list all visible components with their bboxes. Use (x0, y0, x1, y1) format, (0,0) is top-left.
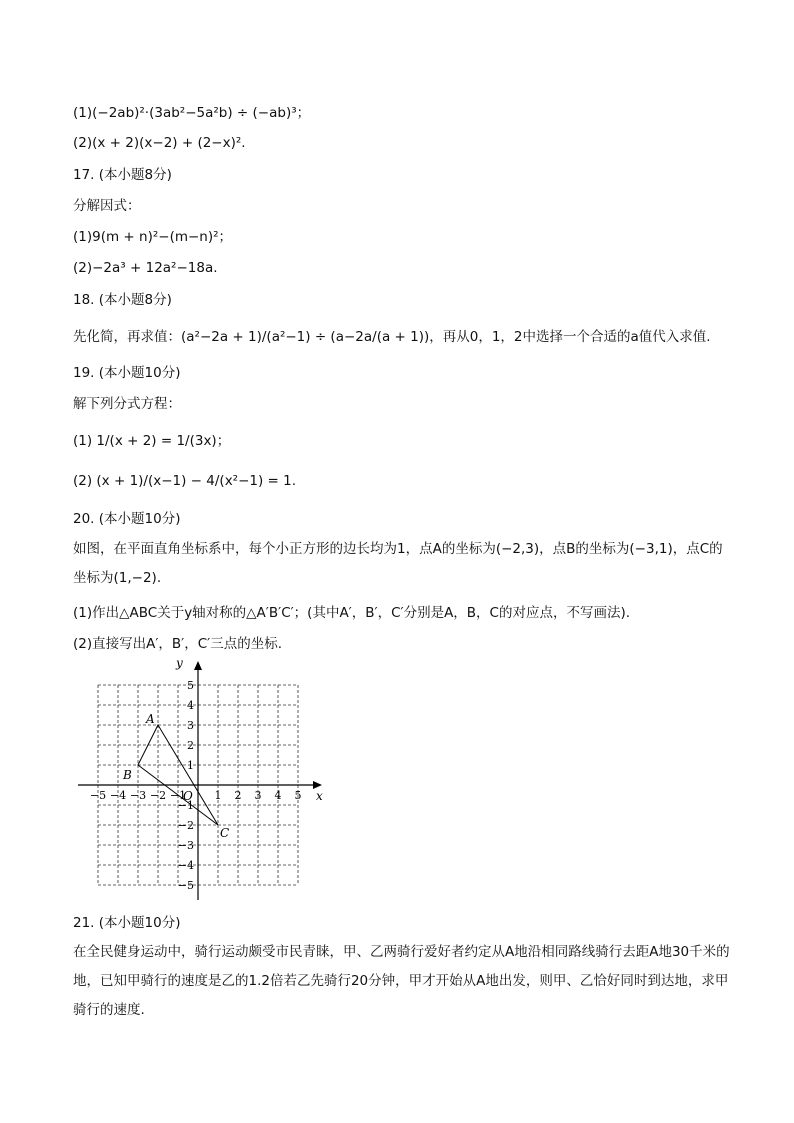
y-tick-label: −4 (177, 859, 194, 872)
point-label-a: A (146, 712, 155, 726)
y-tick-label: 4 (187, 699, 194, 712)
y-tick-label: 5 (187, 679, 194, 692)
x-tick-label: 5 (294, 789, 302, 802)
x-tick-label: −3 (129, 789, 147, 802)
origin-label: O (183, 789, 193, 803)
y-axis-label: y (176, 656, 183, 670)
q17-intro: 分解因式： (73, 198, 141, 214)
y-tick-label: −1 (177, 799, 194, 812)
y-axis-arrow (194, 661, 202, 670)
x-tick-label: 3 (254, 789, 262, 802)
y-tick-label: −3 (177, 839, 194, 852)
point-label-b: B (123, 768, 132, 782)
y-tick-label: 3 (187, 719, 194, 732)
q17-heading: 17. (本小题8分) (73, 167, 172, 183)
q17-part2: (2)−2a³ + 12a²−18a. (73, 260, 218, 276)
y-tick-label: −2 (177, 819, 194, 832)
x-tick-label: −4 (109, 789, 127, 802)
q20-text: 如图，在平面直角坐标系中，每个小正方形的边长均为1，点A的坐标为(−2,3)，点B的坐标为(−3,1)，点C的坐标为(1,−2). (73, 541, 723, 586)
q19-part1: (1) 1/(x + 2) = 1/(3x)； (73, 433, 231, 449)
q20-heading: 20. (本小题10分) (73, 511, 181, 527)
x-tick-label: 4 (274, 789, 282, 802)
x-axis-label: x (316, 789, 323, 803)
q16-part1: (1)(−2ab)²·(3ab²−5a²b) ÷ (−ab)³； (73, 105, 311, 121)
y-tick-label: −5 (177, 879, 194, 892)
point-label-c: C (220, 826, 230, 840)
x-axis-arrow (313, 781, 322, 789)
x-tick-label: −1 (169, 789, 187, 802)
y-tick-label: 1 (187, 759, 194, 772)
q21-text: 在全民健身运动中，骑行运动颇受市民青睐，甲、乙两骑行爱好者约定从A地沿相同路线骑行去距A地30千米的地，已知甲骑行的速度是乙的1.2倍若乙先骑行20分钟，甲才开始从A地出发，则甲、乙恰好同时到达地，求甲骑行的速度. (73, 944, 730, 1018)
x-tick-label: 2 (234, 789, 242, 802)
q19-intro: 解下列分式方程： (73, 396, 181, 412)
coordinate-grid-figure (70, 655, 330, 900)
q17-part1: (1)9(m + n)²−(m−n)²； (73, 229, 233, 245)
q16-part2: (2)(x + 2)(x−2) + (2−x)². (73, 135, 246, 151)
q20-part1: (1)作出△ABC关于y轴对称的△A′B′C′；(其中A′，B′，C′分别是A，B，C的对应点，不写画法). (73, 605, 631, 621)
q19-part2: (2) (x + 1)/(x−1) − 4/(x²−1) = 1. (73, 473, 297, 489)
x-tick-label: −5 (89, 789, 107, 802)
q18-heading: 18. (本小题8分) (73, 292, 172, 308)
x-tick-label: −2 (149, 789, 167, 802)
q20-part2: (2)直接写出A′，B′，C′三点的坐标. (73, 636, 283, 652)
q21-heading: 21. (本小题10分) (73, 915, 181, 931)
q19-heading: 19. (本小题10分) (73, 365, 181, 381)
q18-text: 先化简，再求值：(a²−2a + 1)/(a²−1) ÷ (a−2a/(a + 1))，再从0，1，2中选择一个合适的a值代入求值. (73, 329, 711, 345)
y-tick-label: 2 (187, 739, 194, 752)
x-tick-label: 1 (214, 789, 222, 802)
